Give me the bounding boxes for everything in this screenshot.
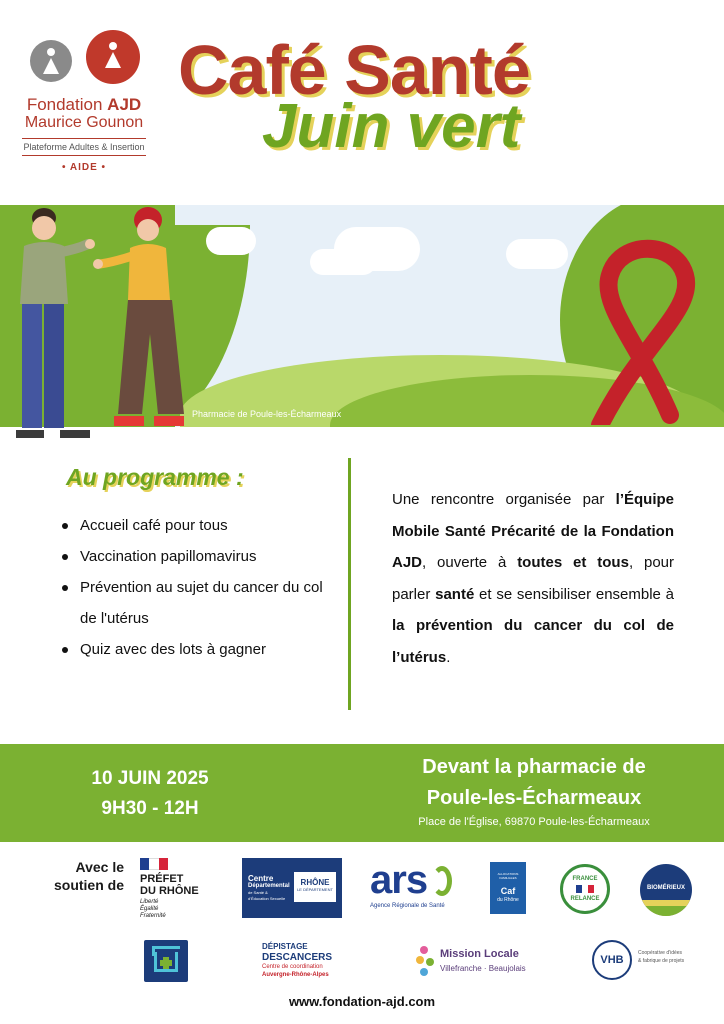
program-heading: Au programme : (66, 464, 244, 490)
section-divider (348, 458, 351, 710)
program-list (60, 510, 340, 665)
health-house-icon (144, 940, 188, 982)
sub-title: Juin vert (262, 92, 521, 161)
cloud-icon (206, 227, 256, 255)
list-item: Vaccination papillomavirus (60, 541, 340, 572)
list-item: Prévention au sujet du cancer du col de l'utérus (60, 572, 340, 634)
ars-logo: ars Agence Régionale de Santé (370, 860, 462, 916)
fondation-ajd-logo (22, 28, 146, 188)
support-label: Avec le soutien de (53, 859, 124, 893)
caf-logo: ALLOCATIONS FAMILIALES Caf du Rhône (490, 862, 526, 914)
vhb-logo: VHB Coopérative d'idées & fabrique de projets (592, 940, 692, 982)
logo-name: Fondation AJD (26, 95, 142, 114)
cloud-icon (310, 249, 376, 275)
event-datetime (70, 764, 230, 824)
event-date: 10 JUIN 2025 (91, 768, 209, 789)
cloud-icon (506, 239, 568, 269)
logo-subtitle: Maurice Gounon (24, 114, 144, 131)
mission-locale-logo: Mission Locale Villefranche · Beaujolais (416, 944, 526, 980)
logo-tagline: Plateforme Adultes & Insertion (22, 138, 146, 156)
french-flag-icon (576, 885, 594, 893)
france-relance-logo: FRANCE RELANCE (560, 864, 610, 914)
prefet-rhone-logo: PRÉFET DU RHÔNE Liberté Égalité Fraternité (140, 858, 210, 920)
ajd-people-icon (24, 28, 144, 88)
red-ribbon-icon (580, 225, 710, 425)
footer-website[interactable]: www.fondation-ajd.com (288, 994, 436, 1009)
biomerieux-logo: BIOMÉRIEUX (640, 864, 692, 916)
event-description: Une rencontre organisée par l’Équipe Mobile Santé Précarité de la Fondation AJD, ouverte à toutes et tous, pour parler santé et se sensibiliser ensemble à la prévention du cancer du col de l’utérus. (392, 491, 675, 666)
list-item: Accueil café pour tous (60, 510, 340, 541)
depistage-cancers-logo: DÉPISTAGE DESCANCERS Centre de coordination Auvergne-Rhône-Alpes (262, 942, 333, 978)
logo-badge: • AIDE • (61, 162, 107, 173)
woman-illustration (92, 204, 192, 440)
french-flag-icon (140, 858, 168, 870)
event-info-bar (0, 744, 724, 842)
event-place: Devant la pharmacie de Poule-les-Écharmeaux (422, 756, 646, 809)
centre-departemental-logo: Centre Départemental de Santé & d'Éducation Sexuelle RHÔNE LE DÉPARTEMENT (242, 858, 342, 918)
man-illustration (10, 204, 100, 444)
mission-locale-dots-icon (416, 946, 436, 978)
list-item: Quiz avec des lots à gagner (60, 634, 340, 665)
event-time: 9H30 - 12H (101, 798, 199, 819)
main-title: Café Santé (178, 31, 530, 109)
banner-caption: Pharmacie de Poule-les-Écharmeaux (192, 409, 342, 419)
event-address: Place de l'Église, 69870 Poule-les-Écharmeaux (418, 816, 650, 828)
